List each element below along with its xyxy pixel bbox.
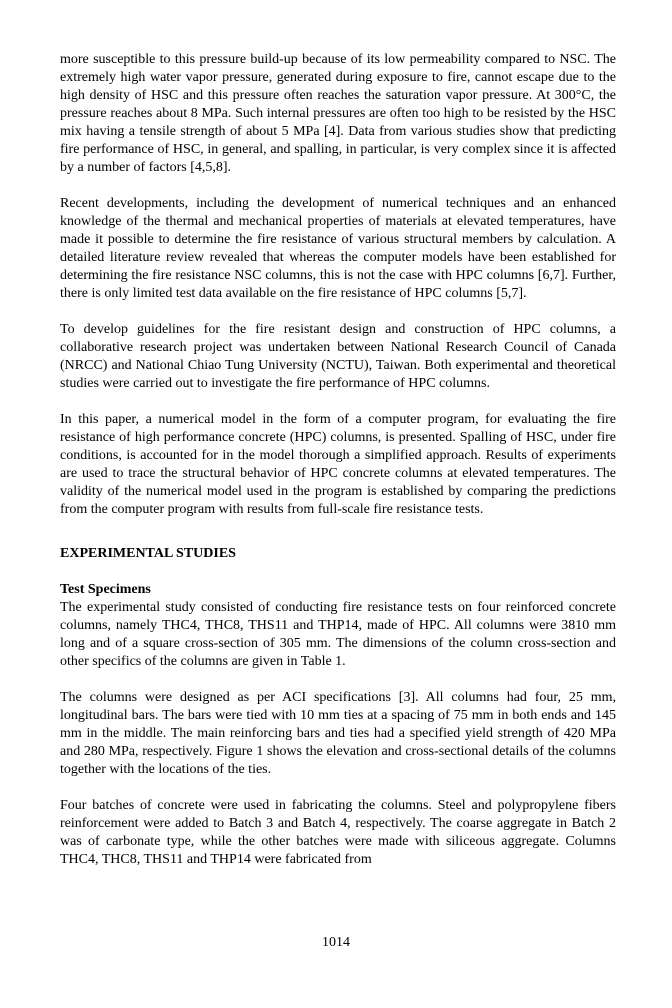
subsection-heading: Test Specimens <box>60 582 151 597</box>
paragraph-6: The columns were designed as per ACI specifications [3]. All columns had four, 25 mm, longitudinal bars. The bars were tied with 10 mm ties at a spacing of 75 mm in both ends and 145 mm in the middle. The main reinforcing bars and ties had a specified yield strength of 420 MPa and 280 MPa, respectively. Figure 1 shows the elevation and cross-sectional details of the columns together with the locations of the ties. <box>60 690 616 777</box>
paragraph-3: To develop guidelines for the fire resistant design and construction of HPC columns, a collaborative research project was undertaken between National Research Council of Canada (NRCC) and National Chiao Tung University (NCTU), Taiwan. Both experimental and theoretical studies were carried out to investigate the fire performance of HPC columns. <box>60 322 616 391</box>
paragraph-5: The experimental study consisted of conducting fire resistance tests on four reinforced concrete columns, namely THC4, THC8, THS11 and THP14, made of HPC. All columns were 3810 mm long and of a square cross-section of 305 mm. The dimensions of the column cross-section and other specifics of the columns are given in Table 1. <box>60 600 616 669</box>
paragraph-2: Recent developments, including the development of numerical techniques and an enhanced knowledge of the thermal and mechanical properties of materials at elevated temperatures, have made it possible to determine the fire resistance of various structural members by calculation. A detailed literature review revealed that whereas the computer models have been established for determining the fire resistance NSC columns, this is not the case with HPC columns [6,7]. Further, there is only limited test data available on the fire resistance of HPC columns [5,7]. <box>60 196 616 301</box>
section-heading: EXPERIMENTAL STUDIES <box>60 546 236 561</box>
page-number: 1014 <box>322 935 350 950</box>
paragraph-7: Four batches of concrete were used in fabricating the columns. Steel and polypropylene fibers reinforcement were added to Batch 3 and Batch 4, respectively. The coarse aggregate in Batch 2 was of carbonate type, while the other batches were made with siliceous aggregate. Columns THC4, THC8, THS11 and THP14 were fabricated from <box>60 798 616 867</box>
paragraph-1: more susceptible to this pressure build-up because of its low permeability compared to NSC. The extremely high water vapor pressure, generated during exposure to fire, cannot escape due to the high density of HSC and this pressure often reaches the saturation vapor pressure. At 300°C, the pressure reaches about 8 MPa. Such internal pressures are often too high to be resisted by the HSC mix having a tensile strength of about 5 MPa [4]. Data from various studies show that predicting fire performance of HSC, in general, and spalling, in particular, is very complex since it is affected by a number of factors [4,5,8]. <box>60 52 616 175</box>
paragraph-4: In this paper, a numerical model in the form of a computer program, for evaluating the fire resistance of high performance concrete (HPC) columns, is presented. Spalling of HSC, under fire conditions, is accounted for in the model thorough a simplified approach. Results of experiments are used to trace the structural behavior of HPC concrete columns at elevated temperatures. The validity of the numerical model used in the program is established by comparing the predictions from the computer program with results from full-scale fire resistance tests. <box>60 412 616 517</box>
